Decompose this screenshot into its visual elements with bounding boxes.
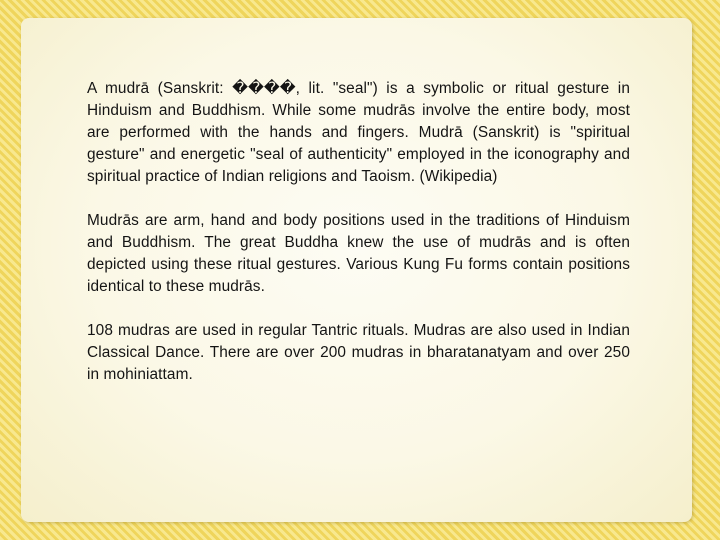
paragraph-mudra-dance: 108 mudras are used in regular Tantric rituals. Mudras are also used in Indian Classical Dance. There are over 200 mudras in bharatanatyam and over 250 in mohiniattam.: [87, 322, 630, 383]
slide-content-panel: [21, 18, 692, 522]
paragraph-mudra-traditions: Mudrās are arm, hand and body positions used in the traditions of Hinduism and Buddhism. The great Buddha knew the use of mudrās and is often depicted using these ritual gestures. Various Kung Fu forms contain positions identical to these mudrās.: [87, 212, 630, 295]
paragraph-mudra-definition: A mudrā (Sanskrit: ����, lit. "seal") is a symbolic or ritual gesture in Hinduism and Buddhism. While some mudrās involve the entire body, most are performed with the hands and fingers. Mudrā (Sanskrit) is "spiritual gesture" and energetic "seal of authenticity" employed in the iconography and spiritual practice of Indian religions and Taoism. (Wikipedia): [87, 80, 630, 185]
